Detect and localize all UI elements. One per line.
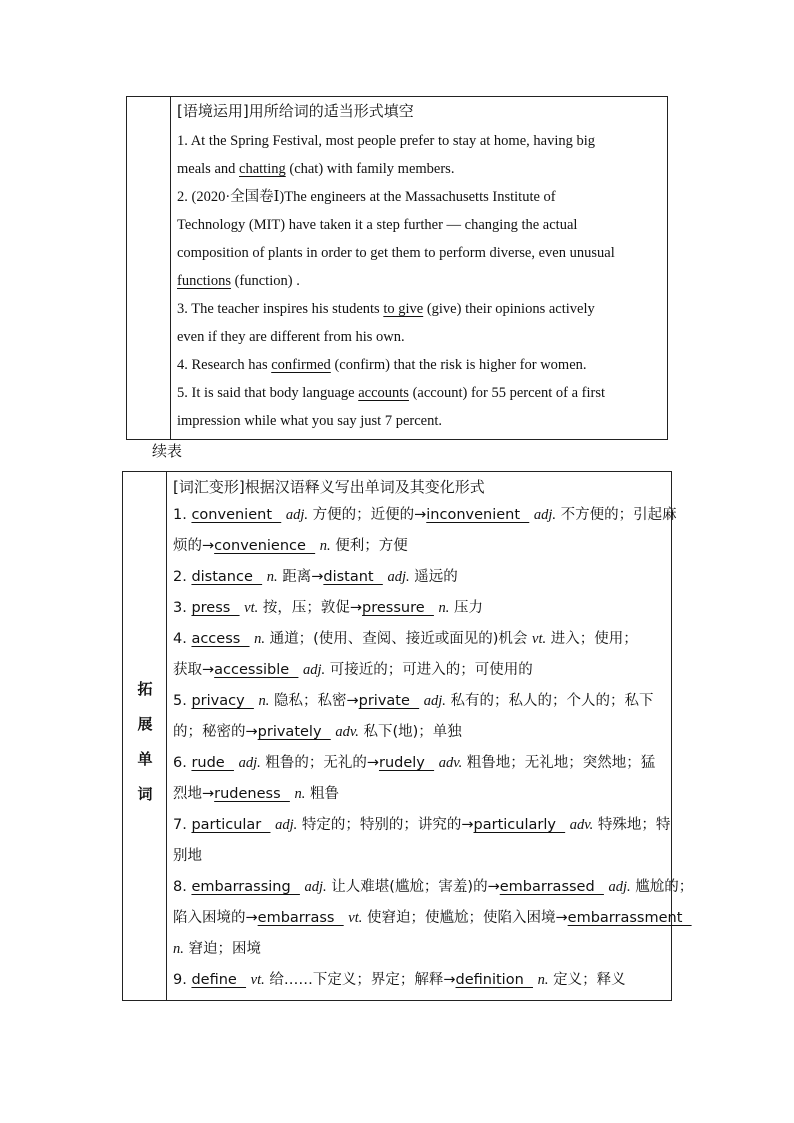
- item-4-line-1: 4. Research has confirmed (confirm) that the risk is higher for women.: [177, 357, 587, 373]
- definition-text: 别地: [173, 848, 202, 864]
- definition-text: 不方便的；引起麻: [556, 507, 677, 523]
- definition-text: 粗鲁地；无礼地；突然地；猛: [462, 755, 656, 771]
- item-5-line-1: 5. It is said that body language accounts (account) for 55 percent of a first: [177, 385, 606, 401]
- definition-text: 烈地→: [173, 786, 215, 802]
- answer-word: rudeness: [214, 786, 290, 802]
- definition-text: 进入；使用；: [546, 631, 638, 647]
- definition-text: 让人难堪(尴尬；害羞)的→: [326, 879, 500, 895]
- part-of-speech: adv.: [569, 817, 594, 833]
- answer-word: press: [191, 600, 240, 616]
- part-of-speech: adj.: [304, 879, 327, 895]
- definition-text: 给……下定义；界定；解释→: [264, 972, 456, 988]
- vocab-line: [173, 965, 665, 996]
- part-of-speech: n.: [319, 538, 331, 554]
- part-of-speech: adv.: [335, 724, 359, 740]
- exercise-table: [126, 96, 668, 440]
- definition-text: 6.: [173, 755, 192, 771]
- answer-word: privately: [257, 724, 331, 740]
- item-1-line-2: meals and chatting (chat) with family members.: [177, 161, 455, 177]
- part-of-speech: adv.: [438, 755, 463, 771]
- definition-text: 7.: [173, 817, 192, 833]
- answer-word: private: [358, 693, 420, 709]
- vocab-line: [173, 500, 677, 531]
- answer-blank: to give: [383, 301, 424, 317]
- answer-word: particularly: [473, 817, 566, 833]
- vocab-line: [173, 748, 665, 779]
- answer-word: embarrassing: [191, 879, 300, 895]
- answer-word: definition: [455, 972, 533, 988]
- definition-text: 5.: [173, 693, 192, 709]
- vocabulary-lines: [173, 500, 694, 996]
- definition-text: 遥远的: [409, 569, 458, 585]
- part-of-speech: adj.: [285, 507, 308, 523]
- definition-text: 3.: [173, 600, 192, 616]
- vocab-line: [173, 717, 665, 748]
- definition-text: 特定的；特别的；讲究的→: [297, 817, 474, 833]
- definition-text: 烦的→: [173, 538, 215, 554]
- answer-word: rude: [191, 755, 234, 771]
- side-label: 拓 展 单 词: [137, 680, 153, 803]
- vocabulary-content: [167, 472, 694, 1000]
- part-of-speech: adj.: [423, 693, 446, 709]
- item-2-line-1: 2. (2020·全国卷Ⅰ)The engineers at the Massachusetts Institute of: [177, 189, 556, 205]
- answer-word: rudely: [378, 755, 435, 771]
- answer-word: convenience: [214, 538, 316, 554]
- answer-word: embarrassed: [499, 879, 604, 895]
- part-of-speech: n.: [254, 631, 266, 647]
- answer-word: accessible: [214, 662, 299, 678]
- item-5-line-2: impression while what you say just 7 percent.: [177, 413, 442, 429]
- answer-word: inconvenient: [426, 507, 530, 523]
- part-of-speech: adj.: [303, 662, 326, 678]
- definition-text: 距离→: [277, 569, 324, 585]
- section-heading: [语境运用]用所给词的适当形式填空: [177, 102, 414, 120]
- answer-word: define: [191, 972, 247, 988]
- definition-text: 隐私；私密→: [269, 693, 359, 709]
- definition-text: 8.: [173, 879, 192, 895]
- item-2-line-3: composition of plants in order to get them to perform diverse, even unusual: [177, 245, 615, 261]
- part-of-speech: adj.: [275, 817, 298, 833]
- continued-label: 续表: [152, 442, 183, 460]
- vocab-line: [173, 624, 665, 655]
- definition-text: 4.: [173, 631, 192, 647]
- answer-blank: confirmed: [271, 357, 331, 373]
- part-of-speech: vt.: [348, 910, 363, 926]
- exercise-content: [171, 97, 667, 439]
- definition-text: 按，压；敦促→: [258, 600, 363, 616]
- definition-text: 的；秘密的→: [173, 724, 258, 740]
- section-heading: [词汇变形]根据汉语释义写出单词及其变化形式: [173, 478, 485, 496]
- part-of-speech: vt.: [250, 972, 265, 988]
- answer-word: pressure: [362, 600, 434, 616]
- definition-text: 使窘迫；使尴尬；使陷入困境→: [362, 910, 568, 926]
- vocab-line: [173, 810, 671, 841]
- part-of-speech: adj.: [387, 569, 410, 585]
- vocab-line: [173, 531, 665, 562]
- item-2-line-4: functions (function) .: [177, 273, 300, 289]
- vocabulary-table: [122, 471, 694, 1001]
- answer-blank: chatting: [239, 161, 286, 177]
- part-of-speech: n.: [294, 786, 306, 802]
- vocab-line: [173, 593, 665, 624]
- answer-word: embarrass: [257, 910, 344, 926]
- part-of-speech: n.: [438, 600, 450, 616]
- vocab-line: [173, 686, 665, 717]
- definition-text: 陷入困境的→: [173, 910, 258, 926]
- definition-text: 粗鲁: [305, 786, 339, 802]
- definition-text: 1.: [173, 507, 192, 523]
- vocab-line: [173, 872, 694, 903]
- part-of-speech: adj.: [238, 755, 261, 771]
- definition-text: 方便的；近便的→: [308, 507, 427, 523]
- item-2-line-2: Technology (MIT) have taken it a step further — changing the actual: [177, 217, 578, 233]
- item-3-line-1: 3. The teacher inspires his students to give (give) their opinions actively: [177, 301, 595, 317]
- answer-word: access: [191, 631, 250, 647]
- part-of-speech: n.: [266, 569, 278, 585]
- vocab-line: [173, 655, 665, 686]
- item-1-line-1: 1. At the Spring Festival, most people prefer to stay at home, having big: [177, 133, 596, 149]
- vocab-line: [173, 779, 665, 810]
- definition-text: 获取→: [173, 662, 215, 678]
- definition-text: 粗鲁的；无礼的→: [260, 755, 379, 771]
- definition-text: 私下(地)；单独: [358, 724, 462, 740]
- vocab-line: [173, 934, 665, 965]
- part-of-speech: n.: [173, 941, 184, 957]
- answer-word: distant: [323, 569, 383, 585]
- answer-word: particular: [191, 817, 271, 833]
- answer-word: privacy: [191, 693, 254, 709]
- definition-text: 私有的；私人的；个人的；私下: [445, 693, 654, 709]
- definition-text: 窘迫；困境: [183, 941, 261, 957]
- item-3-line-2: even if they are different from his own.: [177, 329, 405, 345]
- part-of-speech: adj.: [608, 879, 631, 895]
- part-of-speech: n.: [258, 693, 270, 709]
- definition-text: 可接近的；可进入的；可使用的: [325, 662, 533, 678]
- definition-text: 9.: [173, 972, 192, 988]
- part-of-speech: vt.: [532, 631, 547, 647]
- side-column: [127, 97, 171, 439]
- vocab-line: [173, 903, 692, 934]
- answer-blank: accounts: [358, 385, 409, 401]
- definition-text: 定义；释义: [548, 972, 626, 988]
- part-of-speech: adj.: [533, 507, 557, 523]
- definition-text: 2.: [173, 569, 192, 585]
- definition-text: 便利；方便: [330, 538, 408, 554]
- answer-word: distance: [191, 569, 263, 585]
- definition-text: 尴尬的；: [630, 879, 694, 895]
- vocab-line: [173, 841, 665, 872]
- answer-word: convenient: [191, 507, 282, 523]
- part-of-speech: vt.: [244, 600, 259, 616]
- definition-text: 特殊地；特: [593, 817, 671, 833]
- side-column: [123, 472, 167, 1000]
- part-of-speech: n.: [537, 972, 549, 988]
- answer-word: embarrassment: [567, 910, 692, 926]
- vocab-line: [173, 562, 665, 593]
- definition-text: 通道；(使用、查阅、接近或面见的)机会: [265, 631, 533, 647]
- answer-blank: functions: [177, 273, 231, 289]
- definition-text: 压力: [449, 600, 483, 616]
